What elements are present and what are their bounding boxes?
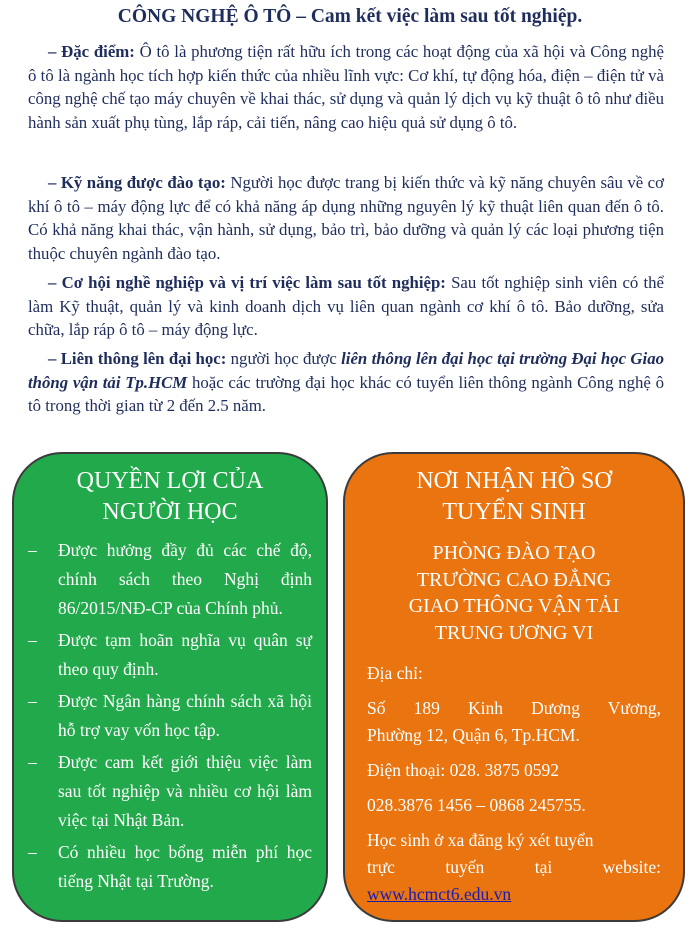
phone-line: Điện thoại: 028. 3875 0592 bbox=[367, 760, 559, 780]
online-note: trực tuyến tại website: bbox=[367, 857, 661, 877]
section-text: Ô tô là phương tiện rất hữu ích trong các hoạt động của xã hội và Công nghệ ô tô là ngành học tích hợp kiến thức của nhiều lĩnh vực: Cơ khí, tự động hóa, điện – điện tử và công nghệ chế tạo máy chuyên về khai thác, sử dụng và quản lý dịch vụ kỹ thuật ô tô như điều hành sản xuất phụ tùng, lắp ráp, cải tiến, nâng cao hiệu quả sử dụng ô tô. bbox=[28, 42, 665, 132]
office-line: TRUNG ƯƠNG VI bbox=[434, 621, 594, 644]
admissions-title bbox=[345, 466, 683, 528]
dash-bullet: – bbox=[28, 630, 37, 650]
office-name bbox=[345, 540, 683, 646]
address-line: Phường 12, Quận 6, Tp.HCM. bbox=[367, 725, 580, 745]
dash-bullet: – bbox=[28, 691, 37, 711]
website-link[interactable]: www.hcmct6.edu.vn bbox=[367, 884, 512, 904]
benefits-box bbox=[12, 452, 328, 922]
section-label: – Liên thông lên đại học: bbox=[48, 349, 227, 368]
admissions-title-line: TUYỂN SINH bbox=[442, 499, 586, 525]
admissions-box bbox=[343, 452, 685, 922]
benefit-text: Có nhiều học bổng miễn phí học tiếng Nhật tại Trường. bbox=[58, 842, 312, 891]
contact-info bbox=[345, 660, 683, 908]
list-item bbox=[28, 626, 312, 684]
address-line: Số 189 Kinh Dương Vương, bbox=[367, 698, 661, 718]
benefit-text: Được cam kết giới thiệu việc làm sau tốt nghiệp và nhiều cơ hội làm việc tại Nhật Bản. bbox=[58, 752, 312, 830]
section-emphasis: liên thông lên đại học tại trường Đại học Giao thông vận tải Tp.HCM bbox=[28, 349, 664, 392]
benefits-title-line: NGƯỜI HỌC bbox=[102, 499, 238, 525]
section-text: Sau tốt nghiệp sinh viên có thể làm Kỹ thuật, quản lý và kinh doanh dịch vụ liên quan ngành cơ khí ô tô. Bảo dưỡng, sửa chữa, lắp ráp ô tô – máy động lực. bbox=[28, 273, 665, 339]
section-text: hoặc các trường đại học khác có tuyển liên thông ngành Công nghệ ô tô trong thời gian từ 2 đến 2.5 năm. bbox=[28, 372, 664, 415]
benefits-list bbox=[14, 536, 326, 896]
benefit-text: Được Ngân hàng chính sách xã hội hỗ trợ vay vốn học tập. bbox=[58, 691, 312, 740]
benefits-title bbox=[14, 466, 326, 528]
list-item bbox=[28, 748, 312, 835]
section-features bbox=[28, 40, 664, 134]
office-line: GIAO THÔNG VẬN TẢI bbox=[408, 595, 620, 617]
section-text: Người học được trang bị kiến thức và kỹ năng chuyên sâu về cơ khí ô tô – máy động lực để có khả năng áp dụng những nguyên lý kỹ thuật liên quan đến ô tô. Có khả năng khai thác, vận hành, sử dụng, bảo trì, bảo dưỡng và quản lý các loại phương tiện thuộc chuyên ngành đào tạo. bbox=[28, 173, 664, 263]
section-career bbox=[28, 271, 664, 342]
section-label: – Đặc điểm: bbox=[48, 42, 135, 61]
benefit-text: Được hưởng đầy đủ các chế độ, chính sách theo Nghị định 86/2015/NĐ-CP của Chính phủ. bbox=[58, 540, 312, 618]
office-line: PHÒNG ĐÀO TẠO bbox=[432, 542, 596, 564]
phone-line: 028.3876 1456 – 0868 245755. bbox=[367, 795, 586, 815]
list-item bbox=[28, 536, 312, 623]
dash-bullet: – bbox=[28, 842, 37, 862]
benefits-title-line: QUYỀN LỢI CỦA bbox=[76, 468, 264, 494]
list-item bbox=[28, 687, 312, 745]
section-skills bbox=[28, 171, 664, 265]
online-note: Học sinh ở xa đăng ký xét tuyển bbox=[367, 830, 594, 850]
address-label: Địa chỉ: bbox=[367, 663, 423, 683]
section-label: – Kỹ năng được đào tạo: bbox=[48, 173, 226, 192]
section-transfer bbox=[28, 347, 664, 418]
list-item bbox=[28, 838, 312, 896]
admissions-title-line: NƠI NHẬN HỒ SƠ bbox=[416, 468, 612, 494]
dash-bullet: – bbox=[28, 540, 37, 560]
office-line: TRƯỜNG CAO ĐẲNG bbox=[416, 568, 612, 591]
page-title: CÔNG NGHỆ Ô TÔ – Cam kết việc làm sau tốt nghiệp. bbox=[117, 6, 583, 27]
section-text: người học được bbox=[226, 349, 342, 368]
benefit-text: Được tạm hoãn nghĩa vụ quân sự theo quy định. bbox=[58, 630, 312, 679]
dash-bullet: – bbox=[28, 752, 37, 772]
section-label: – Cơ hội nghề nghiệp và vị trí việc làm sau tốt nghiệp: bbox=[48, 273, 446, 292]
